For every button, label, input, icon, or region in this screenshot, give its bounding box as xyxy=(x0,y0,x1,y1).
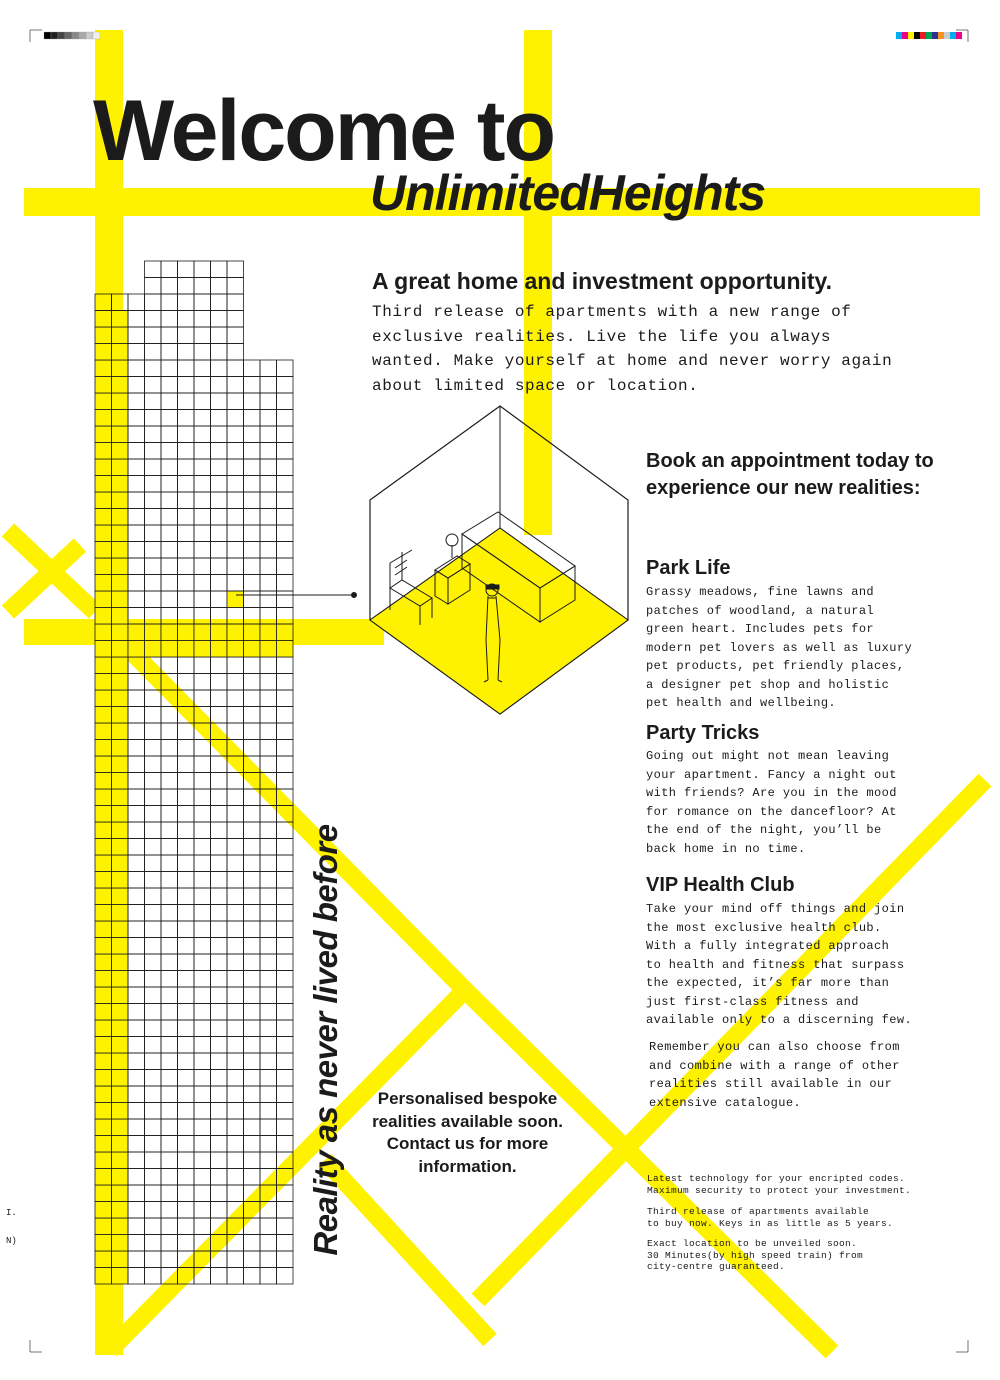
vertical-slogan: Reality as never lived before xyxy=(307,824,344,1256)
fine-print-location: Exact location to be unveiled soon. 30 Minutes(by high speed train) from city-centre guaranteed. xyxy=(647,1238,864,1272)
section-body-park-life: Grassy meadows, fine lawns and patches of woodland, a natural green heart. Includes pets for modern pet lovers as well as luxury pet products, pet friendly places, a designer pet shop and holistic pet health and wellbeing. xyxy=(646,585,913,710)
personalised-realities-note: Personalised bespoke realities available soon. Contact us for more information. xyxy=(372,1089,563,1176)
section-body-vip-health-club: Take your mind off things and join the most exclusive health club. With a fully integrated approach to health and fitness that surpass the expected, it’s far more than just first-class fitness and available only to a discerning few. xyxy=(646,902,913,1027)
catalogue-note: Remember you can also choose from and combine with a range of other realities still available in our extensive catalogue. xyxy=(649,1040,900,1110)
section-body-party-tricks: Going out might not mean leaving your apartment. Fancy a night out with friends? Are you in the mood for romance on the dancefloor? At the end of the night, you’ll be back home in no time. xyxy=(646,749,897,856)
margin-mark-2: N) xyxy=(6,1236,17,1246)
building-grid xyxy=(95,261,293,1284)
intro-paragraph: Third release of apartments with a new range of exclusive realities. Live the life you always wanted. Make yourself at home and never worry again about limited space or location. xyxy=(372,303,893,395)
margin-mark-1: I. xyxy=(6,1208,17,1218)
section-title-park-life: Park Life xyxy=(646,557,731,579)
isometric-room-illustration xyxy=(236,406,628,714)
appointment-heading: Book an appointment today to experience our new realities: xyxy=(646,450,934,499)
section-title-party-tricks: Party Tricks xyxy=(646,722,760,744)
print-color-bars xyxy=(44,32,962,39)
fine-print-release: Third release of apartments available to buy now. Keys in as little as 5 years. xyxy=(647,1206,894,1229)
section-title-vip-health-club: VIP Health Club xyxy=(646,874,795,896)
brand-name: UnlimitedHeights xyxy=(370,165,766,221)
fine-print-security: Latest technology for your encripted codes. Maximum security to protect your investment. xyxy=(647,1173,912,1196)
headline: Welcome to xyxy=(93,83,555,179)
tagline: A great home and investment opportunity. xyxy=(372,268,833,294)
